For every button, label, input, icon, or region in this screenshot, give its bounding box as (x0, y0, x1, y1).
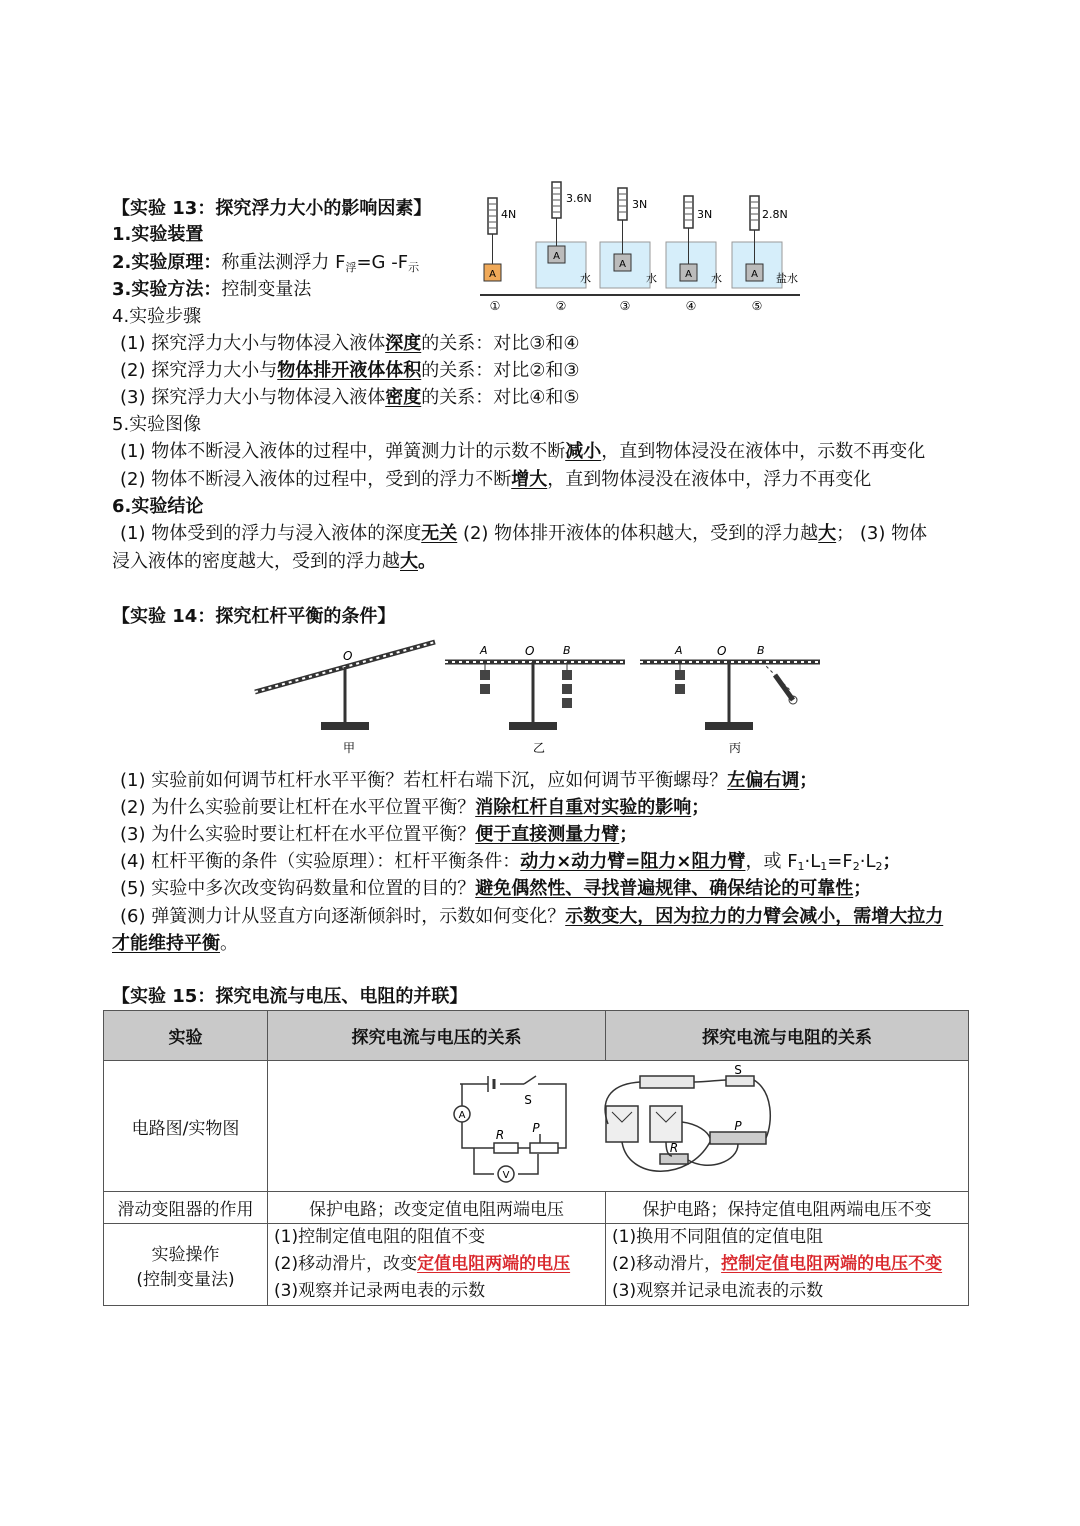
exp13-step-2: (2) 探究浮力大小与物体排开液体体积的关系：对比②和③ (120, 360, 580, 381)
svg-text:S: S (734, 1063, 742, 1077)
svg-text:V: V (502, 1170, 510, 1181)
lever-yi (445, 644, 625, 755)
lever-label-bing: 丙 (728, 741, 742, 755)
header-resistance: 探究电流与电阻的关系 (606, 1011, 969, 1061)
exp13-conclusion-line1: (1) 物体受到的浮力与浸入液体的深度无关 (2) 物体排开液体的体积越大，受到的浮力越大； (3) 物体 (120, 523, 928, 544)
rheostat-role-resistance: 保护电路；保持定值电阻两端电压不变 (606, 1192, 969, 1224)
table-row-operation (104, 1224, 969, 1306)
beaker-number-3: ③ (619, 299, 631, 313)
beaker-number-1: ① (489, 299, 501, 313)
exp14-question-4: (4) 杠杆平衡的条件（实验原理）：杠杆平衡条件：动力×动力臂=阻力×阻力臂，或 $F_1\cdot L_1=F_2\cdot L_2$； (120, 851, 901, 873)
buoyancy-apparatus-figure (470, 180, 810, 315)
liquid-label-3: 水 (646, 272, 657, 285)
lever-figure (245, 630, 835, 760)
exp13-principle: 2.实验原理：称重法测浮力 $F_浮=G$ $-F_示$ (112, 252, 420, 274)
block-label: A (553, 251, 560, 262)
liquid-label-2: 水 (580, 272, 591, 285)
table-row-circuit (104, 1061, 969, 1192)
exp13-graph-1: (1) 物体不断浸入液体的过程中，弹簧测力计的示数不断减小，直到物体浸没在液体中，示数不再变化 (120, 441, 926, 462)
beaker-number-2: ② (555, 299, 567, 313)
header-voltage: 探究电流与电压的关系 (268, 1011, 606, 1061)
svg-text:O: O (717, 644, 727, 658)
block-label: A (685, 269, 692, 280)
force-reading-4: 3N (697, 208, 713, 221)
rheostat-role-voltage: 保护电路；改变定值电阻两端电压 (268, 1192, 606, 1224)
exp13-step-1: (1) 探究浮力大小与物体浸入液体深度的关系：对比③和④ (120, 333, 580, 354)
liquid-label-4: 水 (711, 272, 722, 285)
svg-text:R: R (495, 1128, 505, 1142)
exp13-graph-2: (2) 物体不断浸入液体的过程中，受到的浮力不断增大，直到物体浸没在液体中，浮力不再变化 (120, 469, 872, 490)
row-label-operation: 实验操作 (控制变量法) (104, 1224, 268, 1306)
exp15-table (103, 1010, 969, 1306)
block-label: A (619, 259, 626, 270)
svg-text:S: S (524, 1093, 532, 1107)
exp13-section-conclusion: 6.实验结论 (112, 496, 204, 517)
circuit-figures (268, 1062, 968, 1190)
spring-scale-2 (536, 182, 592, 288)
svg-text:P: P (734, 1119, 742, 1133)
svg-text:A: A (675, 644, 683, 657)
operation-resistance: (1)换用不同阻值的定值电阻 (2)移动滑片，控制定值电阻两端的电压不变 (3)观察并记录电流表的示数 (606, 1224, 969, 1306)
lever-bing (640, 644, 820, 755)
liquid-label-5: 盐水 (776, 272, 798, 285)
exp13-section-graphs: 5.实验图像 (112, 414, 202, 435)
exp13-section-steps: 4.实验步骤 (112, 306, 202, 327)
beaker-number-4: ④ (685, 299, 697, 313)
exp13-section-apparatus: 1.实验装置 (112, 224, 204, 245)
force-reading-5: 2.8N (762, 208, 788, 221)
spring-scale-4 (666, 196, 722, 288)
exp13-title: 【实验 13：探究浮力大小的影响因素】 (112, 198, 432, 219)
exp13-step-3: (3) 探究浮力大小与物体浸入液体密度的关系：对比④和⑤ (120, 387, 580, 408)
spring-scale-3 (600, 188, 657, 288)
row-label-circuit: 电路图/实物图 (104, 1061, 268, 1192)
force-reading-3: 3N (632, 198, 648, 211)
force-reading-1: 4N (501, 208, 517, 221)
force-reading-2: 3.6N (566, 192, 592, 205)
spring-scale-5 (732, 196, 798, 288)
exp15-title: 【实验 15：探究电流与电压、电阻的并联】 (112, 986, 468, 1007)
svg-text:B: B (757, 644, 765, 657)
exp14-question-3: (3) 为什么实验时要让杠杆在水平位置平衡？便于直接测量力臂； (120, 824, 638, 845)
svg-text:O: O (525, 644, 535, 658)
block-label: A (751, 269, 758, 280)
exp13-conclusion-line2: 浸入液体的密度越大，受到的浮力越大。 (112, 551, 436, 572)
exp14-question-5: (5) 实验中多次改变钩码数量和位置的目的？避免偶然性、寻找普遍规律、确保结论的可靠性； (120, 878, 872, 899)
svg-text:B: B (563, 644, 571, 657)
circuit-figures-cell (268, 1061, 969, 1192)
exp14-title: 【实验 14：探究杠杆平衡的条件】 (112, 606, 396, 627)
header-experiment: 实验 (104, 1011, 268, 1061)
block-label: A (489, 269, 496, 280)
table-header-row (104, 1011, 969, 1061)
circuit-physical-diagram (605, 1076, 770, 1171)
svg-text:O: O (343, 649, 353, 663)
exp14-question-2: (2) 为什么实验前要让杠杆在水平位置平衡？消除杠杆自重对实验的影响； (120, 797, 710, 818)
operation-voltage: (1)控制定值电阻的阻值不变 (2)移动滑片，改变定值电阻两端的电压 (3)观察并记录两电表的示数 (268, 1224, 606, 1306)
svg-text:R: R (669, 1141, 679, 1155)
svg-text:P: P (532, 1121, 540, 1135)
svg-text:A: A (480, 644, 488, 657)
table-row-rheostat (104, 1192, 969, 1224)
exp14-question-1: (1) 实验前如何调节杠杆水平平衡？若杠杆右端下沉，应如何调节平衡螺母？左偏右调； (120, 770, 818, 791)
exp14-question-6: (6) 弹簧测力计从竖直方向逐渐倾斜时，示数如何变化？示数变大，因为拉力的力臂会减小，需增大拉力 (120, 906, 944, 927)
row-label-rheostat: 滑动变阻器的作用 (104, 1192, 268, 1224)
lever-label-jia: 甲 (342, 741, 356, 755)
svg-text:A: A (458, 1110, 466, 1121)
lever-jia (255, 642, 435, 755)
lever-label-yi: 乙 (532, 741, 546, 755)
exp14-question-6-cont: 才能维持平衡。 (112, 933, 238, 954)
spring-scale-1 (484, 198, 516, 281)
beaker-number-5: ⑤ (751, 299, 763, 313)
exp13-method: 3.实验方法：控制变量法 (112, 279, 312, 300)
circuit-schematic (454, 1076, 566, 1182)
